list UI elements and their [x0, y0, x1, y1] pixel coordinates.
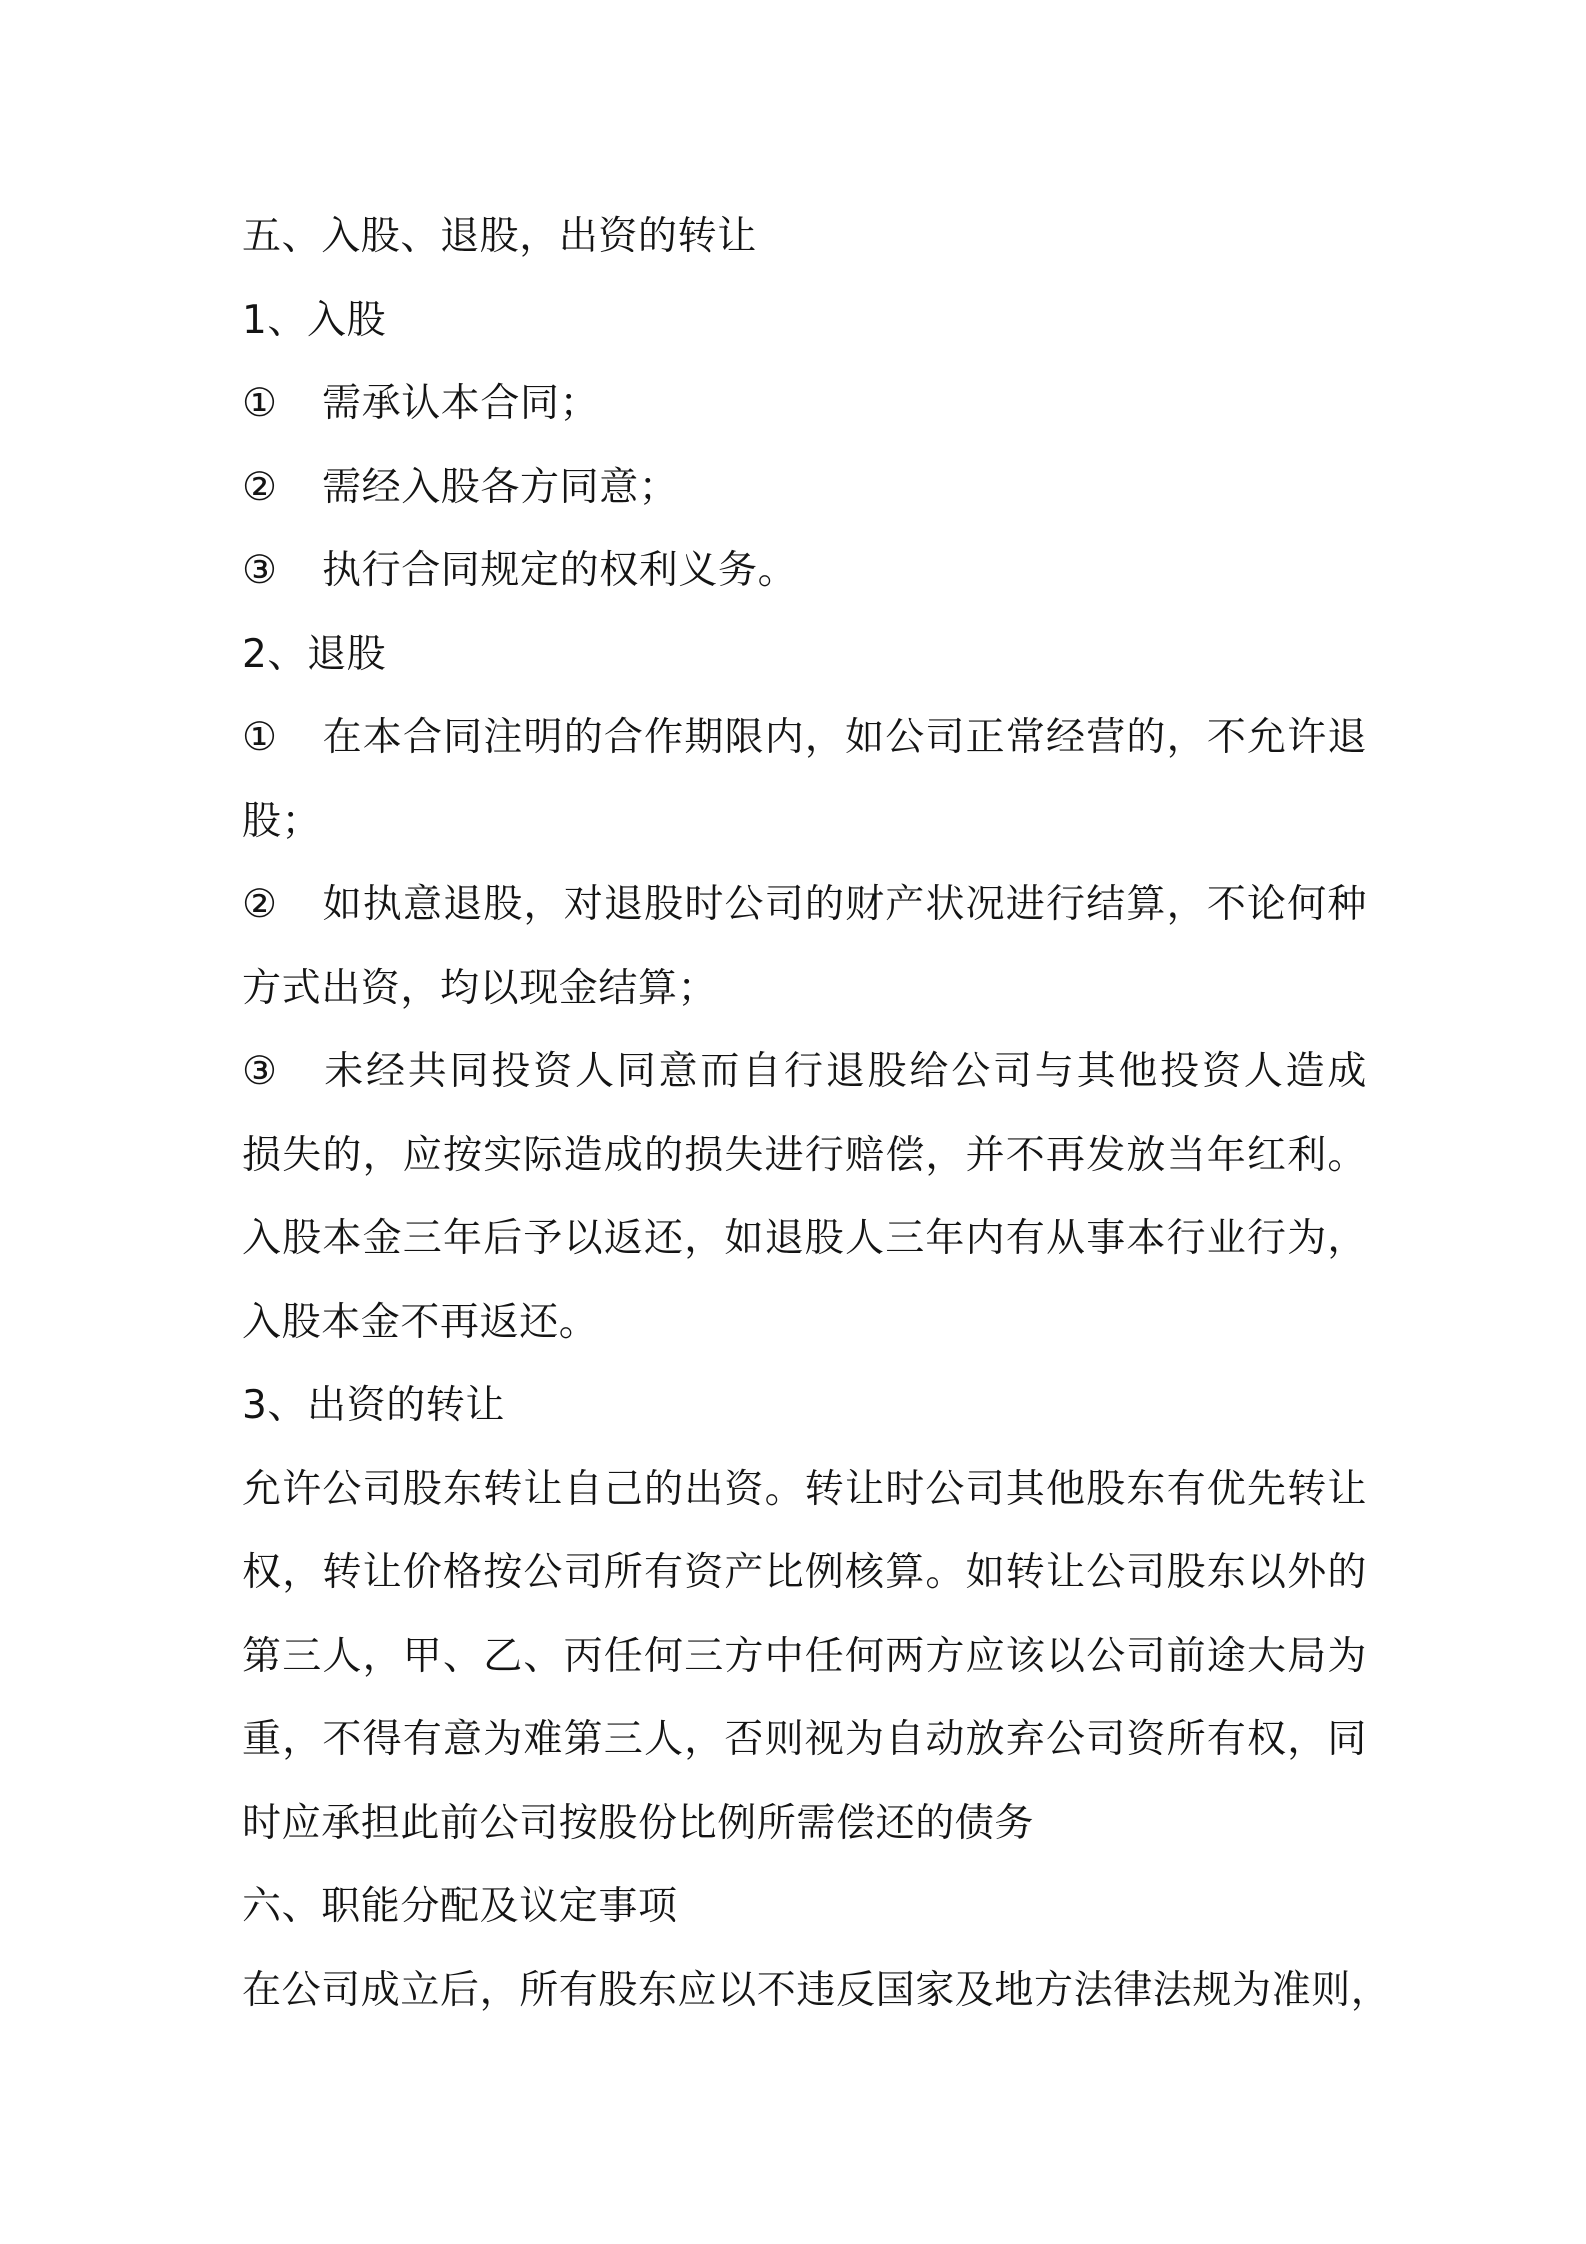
list-item-text: 在本合同注明的合作期限内，如公司正常经营的，不允许退 — [322, 715, 1367, 760]
paragraph-line: 在公司成立后，所有股东应以不违反国家及地方法律法规为准则， — [242, 1967, 1391, 2013]
list-item — [242, 529, 1367, 613]
document-body — [242, 195, 1391, 2032]
list-item-text: 需经入股各方同意； — [322, 464, 679, 510]
list-item-continuation: 入股本金三年后予以返还，如退股人三年内有从事本行业行为， — [242, 1216, 1367, 1261]
list-marker: ② — [242, 464, 278, 510]
paragraph-line: 允许公司股东转让自己的出资。转让时公司其他股东有优先转让 — [242, 1466, 1367, 1512]
list-item — [242, 446, 1367, 530]
list-item — [242, 696, 1367, 780]
list-item — [242, 362, 1367, 446]
list-item-continuation: 股； — [242, 798, 322, 844]
list-item-continuation: 方式出资，均以现金结算； — [242, 965, 718, 1011]
list-item-text: 执行合同规定的权利义务。 — [322, 548, 798, 593]
list-item-text: 如执意退股，对退股时公司的财产状况进行结算，不论何种 — [322, 882, 1367, 927]
list-item-continuation: 损失的，应按实际造成的损失进行赔偿，并不再发放当年红利。 — [242, 1132, 1367, 1178]
paragraph-line: 重，不得有意为难第三人，否则视为自动放弃公司资所有权，同 — [242, 1717, 1367, 1762]
list-marker: ① — [242, 715, 278, 760]
list-marker: ① — [242, 381, 278, 426]
list-marker: ③ — [242, 548, 278, 593]
subheading-transfer: 3、出资的转让 — [242, 1383, 506, 1428]
section-heading-5: 五、入股、退股，出资的转让 — [242, 214, 757, 259]
list-item-text: 需承认本合同； — [322, 381, 600, 426]
paragraph-line: 时应承担此前公司按股份比例所需偿还的债务 — [242, 1800, 1035, 1846]
list-item-text: 未经共同投资人同意而自行退股给公司与其他投资人造成 — [322, 1049, 1367, 1094]
section-heading-6: 六、职能分配及议定事项 — [242, 1884, 678, 1929]
list-marker: ③ — [242, 1049, 278, 1094]
paragraph-line: 第三人，甲、乙、丙任何三方中任何两方应该以公司前途大局为 — [242, 1633, 1367, 1679]
subheading-withdrawal: 2、退股 — [242, 631, 387, 677]
subheading-entry: 1、入股 — [242, 297, 387, 343]
list-marker: ② — [242, 882, 278, 927]
paragraph-line: 权，转让价格按公司所有资产比例核算。如转让公司股东以外的 — [242, 1550, 1367, 1595]
list-item — [242, 863, 1367, 947]
list-item — [242, 1030, 1367, 1114]
list-item-continuation: 入股本金不再返还。 — [242, 1299, 599, 1345]
